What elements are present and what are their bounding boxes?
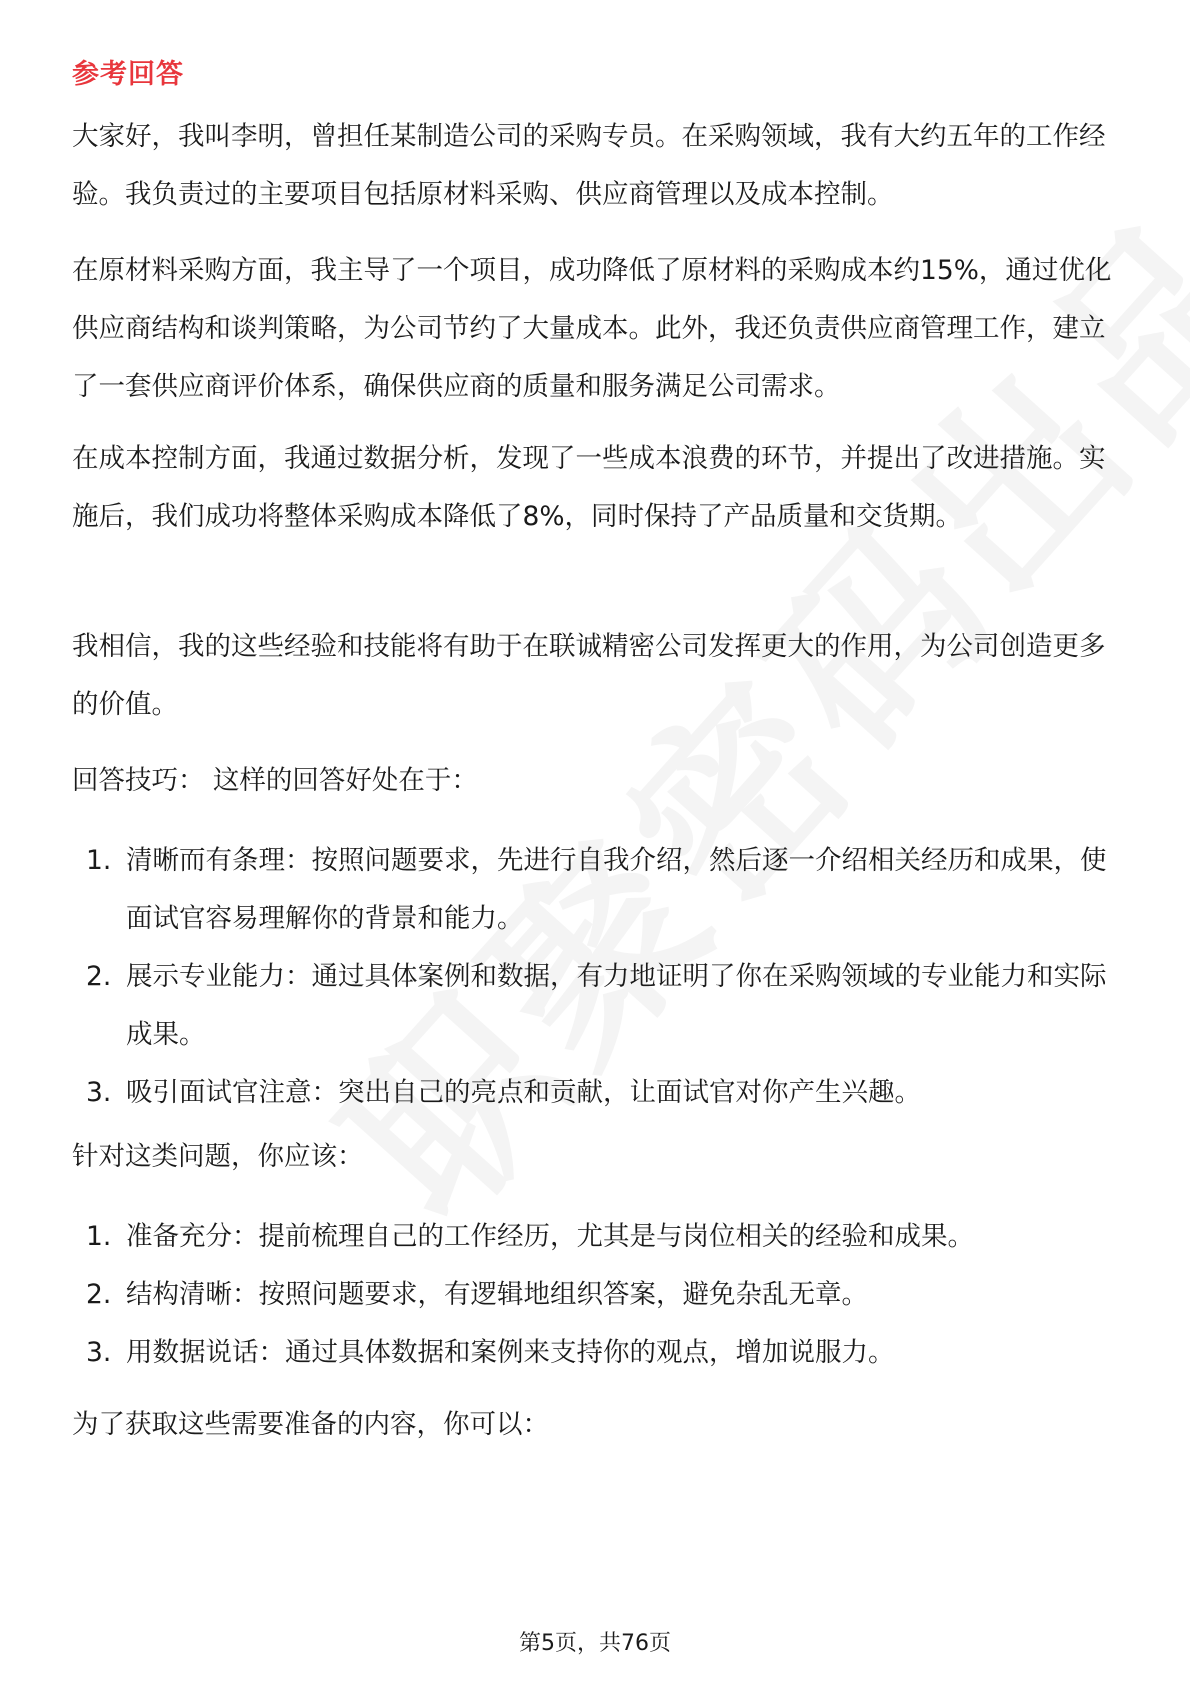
paragraph-tips-intro: 回答技巧： 这样的回答好处在于： — [72, 765, 478, 796]
list-number: 2. — [86, 1279, 112, 1310]
paragraph-intro: 大家好，我叫李明，曾担任某制造公司的采购专员。在采购领域，我有大约五年的工作经验。我负责过的主要项目包括原材料采购、供应商管理以及成本控制。 — [72, 121, 1106, 210]
list-text: 展示专业能力：通过具体案例和数据，有力地证明了你在采购领域的专业能力和实际成果。 — [126, 961, 1107, 1050]
list-item — [72, 1208, 1122, 1266]
paragraph-should-intro: 针对这类问题，你应该： — [72, 1141, 364, 1172]
list-item — [72, 832, 1122, 948]
list-text: 准备充分：提前梳理自己的工作经历，尤其是与岗位相关的经验和成果。 — [126, 1221, 974, 1252]
list-number: 1. — [86, 1221, 112, 1252]
paragraph-materials: 在原材料采购方面，我主导了一个项目，成功降低了原材料的采购成本约15%，通过优化供应商结构和谈判策略，为公司节约了大量成本。此外，我还负责供应商管理工作，建立了一套供应商评价体系，确保供应商的质量和服务满足公司需求。 — [72, 255, 1112, 402]
list-number: 2. — [86, 961, 112, 992]
paragraph-belief: 我相信，我的这些经验和技能将有助于在联诚精密公司发挥更大的作用，为公司创造更多的价值。 — [72, 631, 1106, 720]
list-item — [72, 1064, 1122, 1122]
list-number: 3. — [86, 1077, 112, 1108]
list-number: 3. — [86, 1337, 112, 1368]
list-item — [72, 1266, 1122, 1324]
should-list — [72, 1208, 1122, 1382]
list-number: 1. — [86, 845, 112, 876]
tips-list — [72, 832, 1122, 1122]
section-heading: 参考回答 — [72, 59, 184, 90]
paragraph-prepare-intro: 为了获取这些需要准备的内容，你可以： — [72, 1409, 549, 1440]
list-item — [72, 948, 1122, 1064]
list-text: 清晰而有条理：按照问题要求，先进行自我介绍，然后逐一介绍相关经历和成果，使面试官容易理解你的背景和能力。 — [126, 845, 1107, 934]
list-text: 用数据说话：通过具体数据和案例来支持你的观点，增加说服力。 — [126, 1337, 895, 1368]
document-page — [72, 0, 1122, 1684]
page-number: 第5页，共76页 — [519, 1631, 671, 1656]
list-item — [72, 1324, 1122, 1382]
paragraph-cost-control: 在成本控制方面，我通过数据分析，发现了一些成本浪费的环节，并提出了改进措施。实施后，我们成功将整体采购成本降低了8%，同时保持了产品质量和交货期。 — [72, 443, 1106, 532]
list-text: 吸引面试官注意：突出自己的亮点和贡献，让面试官对你产生兴趣。 — [126, 1077, 921, 1108]
list-text: 结构清晰：按照问题要求，有逻辑地组织答案，避免杂乱无章。 — [126, 1279, 868, 1310]
